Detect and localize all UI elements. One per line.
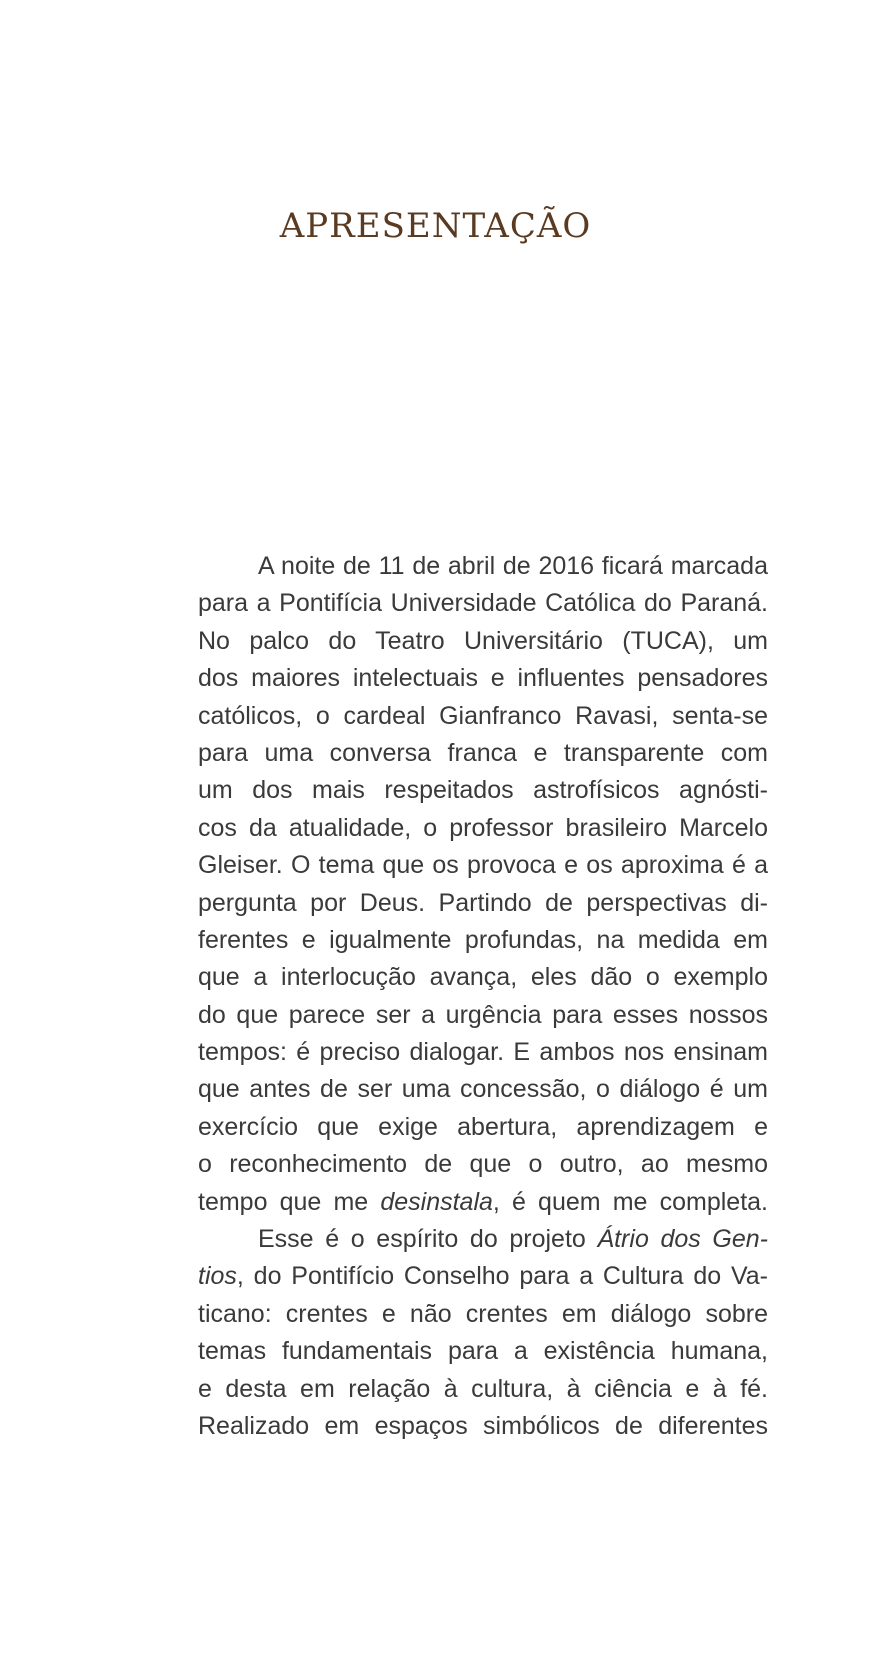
text-segment: do que parece ser a urgência para esses nossos — [198, 1000, 768, 1029]
text-segment: A noite de 11 de abril de 2016 ficará marcada — [258, 552, 768, 580]
text-line — [198, 922, 768, 959]
text-segment: Esse é o espírito do projeto — [258, 1225, 598, 1254]
text-line — [198, 997, 768, 1034]
text-segment: , é quem me completa. — [492, 1187, 768, 1216]
chapter-title: APRESENTAÇÃO — [279, 206, 592, 246]
text-segment: exercício que exige abertura, aprendizagem e — [198, 1112, 768, 1141]
text-line — [198, 847, 768, 884]
text-line — [198, 1333, 768, 1370]
text-segment: um dos mais respeitados astrofísicos agnósti- — [198, 776, 768, 805]
text-segment: Realizado em espaços simbólicos de diferentes — [198, 1411, 768, 1440]
text-segment: e desta em relação à cultura, à ciência e à fé. — [198, 1374, 768, 1403]
italic-text: Átrio dos Gen- — [597, 1225, 768, 1254]
text-line — [198, 1146, 768, 1183]
text-line — [198, 660, 768, 697]
text-segment: para a Pontifícia Universidade Católica do Paraná. — [198, 589, 768, 618]
text-line — [198, 735, 768, 772]
text-segment: tempos: é preciso dialogar. E ambos nos ensinam — [198, 1038, 768, 1067]
text-segment: Gleiser. O tema que os provoca e os aproxima é a — [198, 851, 768, 880]
text-segment: o reconhecimento de que o outro, ao mesmo — [198, 1150, 768, 1179]
text-segment: ferentes e igualmente profundas, na medida em — [198, 925, 768, 954]
text-segment: tempo que me — [198, 1187, 381, 1216]
text-segment: que a interlocução avança, eles dão o exemplo — [198, 963, 768, 992]
text-line — [198, 698, 768, 735]
text-line — [198, 1071, 768, 1108]
text-line — [198, 1258, 768, 1295]
text-segment: ticano: crentes e não crentes em diálogo sobre — [198, 1299, 768, 1328]
text-segment: dos maiores intelectuais e influentes pensadores — [198, 664, 768, 693]
text-line — [198, 1034, 768, 1071]
text-segment: No palco do Teatro Universitário (TUCA), um — [198, 626, 768, 655]
text-segment: temas fundamentais para a existência humana, — [198, 1337, 768, 1366]
text-line — [198, 1221, 768, 1258]
text-line — [198, 959, 768, 996]
text-line — [198, 1296, 768, 1333]
text-line — [198, 810, 768, 847]
text-segment: , do Pontifício Conselho para a Cultura do Va- — [236, 1262, 768, 1291]
text-segment: para uma conversa franca e transparente com — [198, 738, 768, 767]
text-line — [198, 772, 768, 809]
text-segment: cos da atualidade, o professor brasileiro Marcelo — [198, 813, 768, 842]
text-line — [198, 1371, 768, 1408]
text-line — [198, 1408, 768, 1445]
text-segment: que antes de ser uma concessão, o diálogo é um — [198, 1075, 768, 1104]
text-line — [198, 1184, 768, 1221]
text-line — [198, 1109, 768, 1146]
text-line — [198, 885, 768, 922]
text-line — [198, 623, 768, 660]
text-line — [198, 585, 768, 622]
text-line — [198, 548, 768, 585]
body-text — [198, 548, 768, 1445]
text-segment: católicos, o cardeal Gianfranco Ravasi, senta-se — [198, 701, 768, 730]
italic-text: tios — [198, 1262, 237, 1291]
text-segment: pergunta por Deus. Partindo de perspectivas di- — [198, 888, 768, 917]
italic-text: desinstala — [380, 1187, 493, 1216]
